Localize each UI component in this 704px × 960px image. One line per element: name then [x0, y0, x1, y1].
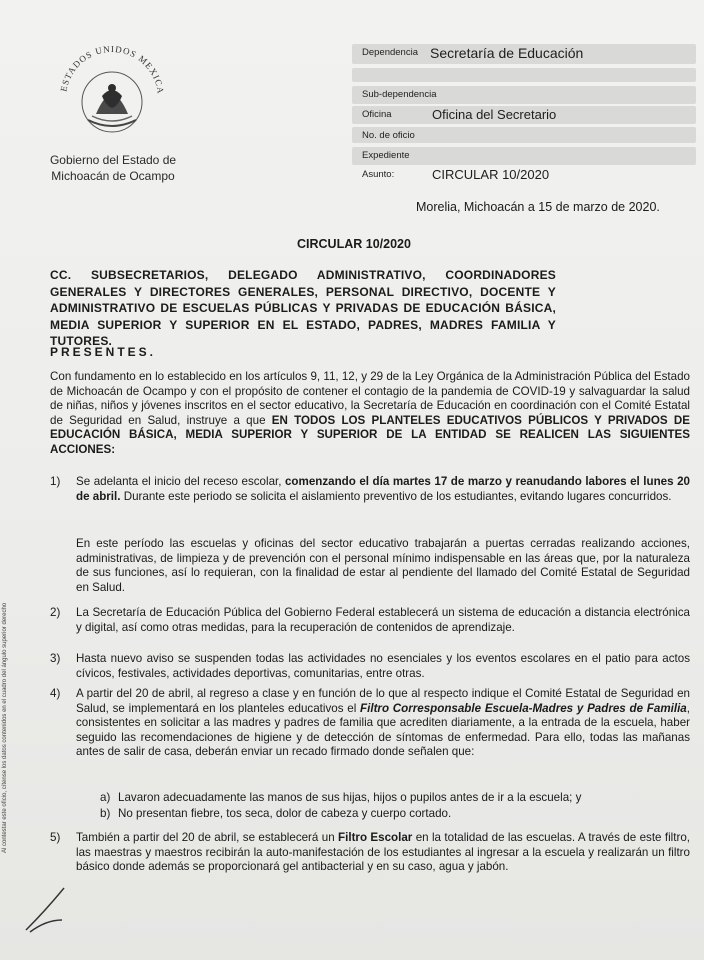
item-number: 3): [50, 652, 61, 665]
intro-paragraph: [50, 370, 690, 458]
field-label: No. de oficio: [362, 130, 415, 141]
field-asunto: [352, 166, 696, 184]
sub-letter: b): [100, 807, 111, 820]
signature-mark: [16, 880, 96, 940]
sub-text: No presentan fiebre, tos seca, dolor de cabeza y cuerpo cortado.: [118, 807, 452, 820]
list-item-3: [50, 652, 690, 681]
item-number: 5): [50, 831, 61, 844]
list-item-5: [50, 831, 690, 875]
item-text: Se adelanta el inicio del receso escolar,: [76, 475, 285, 488]
margin-note: Al contestar este oficio, cítense los datos contenidos en el cuadro del ángulo superior derecho: [2, 602, 8, 853]
field-subdependencia: [352, 86, 696, 104]
addressee: CC. SUBSECRETARIOS, DELEGADO ADMINISTRATIVO, COORDINADORES GENERALES Y DIRECTORES GENERALES, PERSONAL DIRECTIVO, DOCENTE Y ADMINISTRATIVO DE ESCUELAS PÚBLICAS Y PRIVADAS DE EDUCACIÓN BÁSICA, MEDIA SUPERIOR Y SUPERIOR EN EL ESTADO, PADRES, MADRES FAMILIA Y TUTORES.: [50, 268, 556, 348]
field-label: Expediente: [362, 150, 410, 161]
field-dependencia: [352, 44, 696, 64]
item-text: La Secretaría de Educación Pública del Gobierno Federal establecerá un sistema de educación a distancia electrónica y digital, así como otras medidas, para la recuperación de contenidos de aprendizaje.: [76, 606, 690, 634]
item-text: en la totalidad de las escuelas. A través de este filtro, las maestras y maestros recibirán la auto-manifestación de los estudiantes al ingresar a la escuela y realizarán un filtro básico donde además se proporcionará gel antibacterial y en su caso, agua y jabón.: [76, 831, 690, 874]
sub-item-b: [100, 807, 451, 821]
presentes: PRESENTES.: [50, 345, 157, 359]
item-text: Durante este periodo se solicita el aislamiento preventivo de los estudiantes, evitando lugares concurridos.: [120, 489, 672, 503]
field-no-oficio: [352, 127, 696, 143]
sub-item-a: [100, 791, 581, 805]
circular-title: CIRCULAR 10/2020: [297, 237, 411, 251]
list-item-1: [50, 475, 690, 504]
sub-letter: a): [100, 791, 111, 804]
field-label: Dependencia: [362, 47, 418, 58]
list-item-4: [50, 687, 690, 760]
field-oficina: [352, 106, 696, 124]
field-label: Oficina: [362, 109, 392, 120]
field-label: Asunto:: [362, 169, 395, 180]
item-text: , consistentes en solicitar a las madres y padres de familia que acrediten diariamente, a la entrada de la escuela, haber seguido las recomendaciones de higiene y de detección de síntomas de enfermedad. Para ello, todas las mañanas antes de salir de casa, deberán enviar un recado firmado donde señalen que:: [76, 701, 690, 759]
field-value: Secretaría de Educación: [430, 45, 584, 61]
item-bold: Filtro Corresponsable Escuela-Madres y Padres de Familia: [360, 701, 687, 715]
list-item-2: [50, 606, 690, 635]
intro-bold: EN TODOS LOS PLANTELES EDUCATIVOS PÚBLICOS Y PRIVADOS DE EDUCACIÓN BÁSICA, MEDIA SUPERIOR Y SUPERIOR DE LA ENTIDAD SE REALICEN LAS SIGUIENTES ACCIONES:: [50, 413, 690, 456]
sub-text: Lavaron adecuadamente las manos de sus hijas, hijos o pupilos antes de ir a la escuela; y: [118, 791, 582, 804]
item-number: 2): [50, 606, 61, 619]
item-text: En este período las escuelas y oficinas del sector educativo trabajarán a puertas cerradas realizando acciones, administrativas, de limpieza y de prevención con el personal mínimo indispensable en las áreas que, por la naturaleza de sus funciones, así lo requieran, con la finalidad de estar al pendiente del llamado del Comité Estatal de Seguridad en Salud.: [76, 537, 690, 594]
seal-text: ESTADOS UNIDOS MEXICA: [58, 43, 166, 95]
field-value: CIRCULAR 10/2020: [432, 167, 550, 182]
item-number: 1): [50, 475, 61, 488]
intro-text: Con fundamento en lo establecido en los artículos 9, 11, 12, y 29 de la Ley Orgánica de la Administración Pública del Estado de Michoacán de Ocampo y con el propósito de contener el contagio de la pandemia de COVID-19 y salvaguardar la salud de niñas, niños y jóvenes inscritos en el sector educativo, la Secretaría de Educación en coordinación con el Comité Estatal de Seguridad en Salud, instruye a que: [50, 370, 690, 427]
mexican-coat-of-arms-seal: [52, 36, 172, 156]
government-name: Gobierno del Estado de Michoacán de Ocampo: [49, 153, 177, 183]
item-bold: comenzando el día martes 17 de marzo y reanudando labores el lunes 20 de abril.: [76, 475, 690, 503]
field-expediente: [352, 147, 696, 165]
field-blank: [352, 68, 696, 82]
field-label: Sub-dependencia: [362, 89, 437, 100]
item-text: A partir del 20 de abril, al regreso a clase y en función de lo que al respecto indique el Comité Estatal de Seguridad en Salud, se implementará en los planteles educativos el: [76, 687, 690, 715]
field-value: Oficina del Secretario: [432, 107, 557, 122]
document-date: Morelia, Michoacán a 15 de marzo de 2020.: [416, 200, 660, 214]
item-text: Hasta nuevo aviso se suspenden todas las actividades no esenciales y los eventos escolares en el patio para actos cívicos, festivales, actividades deportivas, comunitarias, entre otras.: [76, 652, 690, 680]
item-text: También a partir del 20 de abril, se establecerá un: [76, 831, 339, 844]
item-bold: Filtro Escolar: [338, 831, 413, 844]
item-number: 4): [50, 687, 61, 700]
list-item-1-continued: [50, 537, 690, 595]
